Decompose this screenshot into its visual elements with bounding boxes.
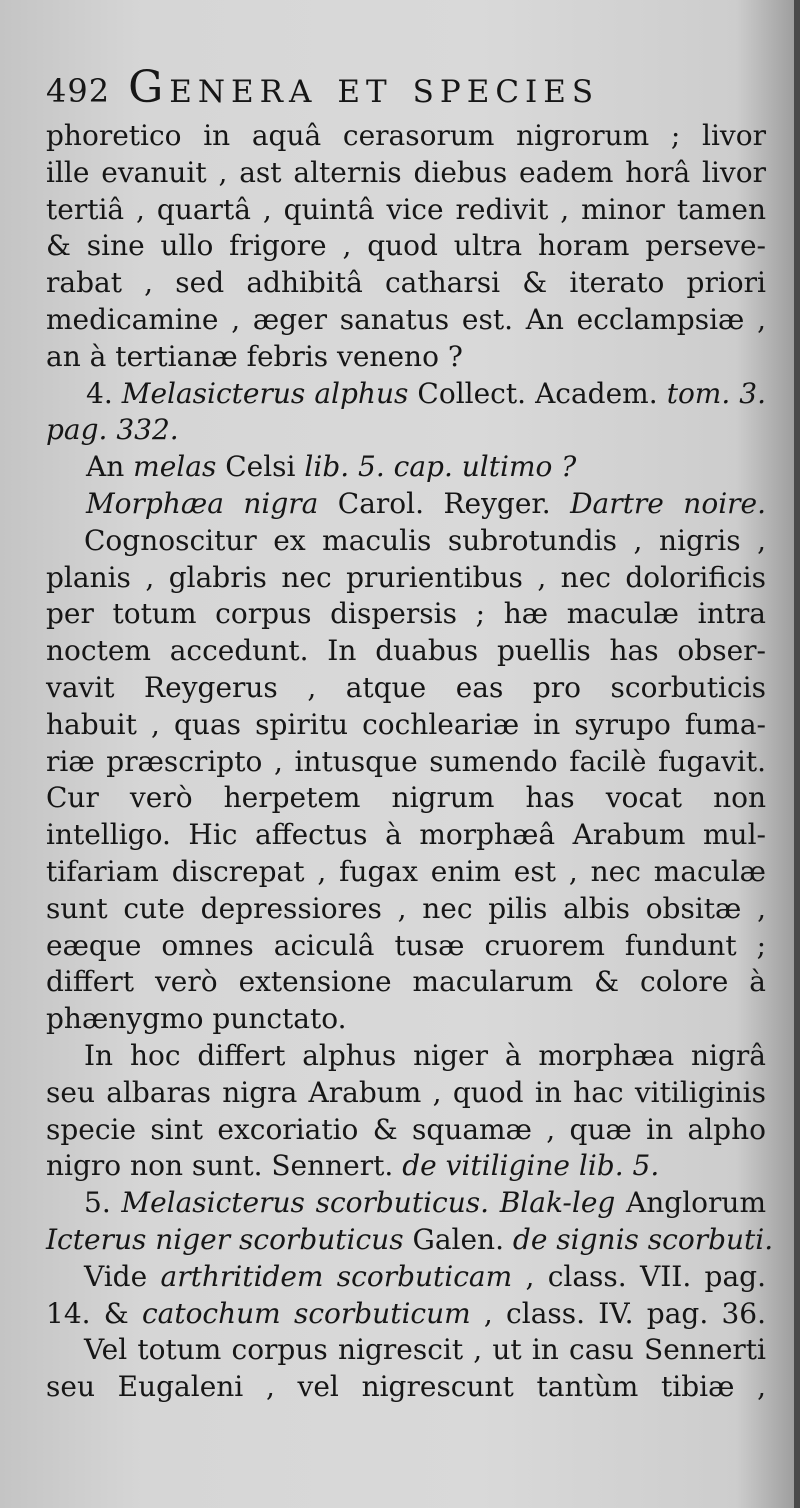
text-line: seu albaras nigra Arabum , quod in hac vitiliginis	[46, 1075, 766, 1109]
text-line: habuit , quas spiritu cochleariæ in syrupo fuma-	[46, 707, 766, 741]
text-line: differt verò extensione macularum & colore à	[46, 965, 766, 999]
page-number: 492	[46, 72, 111, 110]
page-edge	[794, 0, 800, 1508]
text-line: sunt cute depressiores , nec pilis albis obsitæ ,	[46, 891, 766, 925]
text-line: intelligo. Hic affectus à morphæâ Arabum mul-	[46, 818, 766, 852]
text-line: Icterus niger scorbuticus Galen. de signis scorbuti.	[46, 1222, 774, 1256]
text-line: seu Eugaleni , vel nigrescunt tantùm tibiæ ,	[46, 1370, 766, 1404]
page-body	[46, 118, 774, 1406]
text-line: riæ præscripto , intusque sumendo facilè fugavit.	[46, 744, 766, 778]
text-line: An melas Celsi lib. 5. cap. ultimo ?	[86, 450, 577, 484]
text-line: Vide arthritidem scorbuticam , class. VII. pag.	[84, 1259, 766, 1293]
text-line: phoretico in aquâ cerasorum nigrorum ; livor	[46, 119, 766, 152]
text-line: eæque omnes aciculâ tusæ cruorem fundunt ;	[46, 928, 766, 962]
text-line: specie sint excoriatio & squamæ , quæ in alpho	[46, 1112, 766, 1146]
text-line: phænygmo punctato.	[46, 1002, 347, 1036]
text-line: vavit Reygerus , atque eas pro scorbuticis	[46, 670, 766, 704]
running-header	[46, 60, 726, 119]
entry-5-heading: 5. Melasicterus scorbuticus. Blak-leg Anglorum	[84, 1186, 766, 1220]
entry-4-heading: 4. Melasicterus alphus Collect. Academ. tom. 3.	[86, 376, 767, 410]
text-line: rabat , sed adhibitâ catharsi & iterato priori	[46, 266, 766, 300]
text-line: noctem accedunt. In duabus puellis has obser-	[46, 634, 766, 668]
text-line: planis , glabris nec prurientibus , nec dolorificis	[46, 560, 766, 594]
text-line: tertiâ , quartâ , quintâ vice redivit , minor tamen	[46, 192, 766, 226]
text-line: In hoc differt alphus niger à morphæa nigrâ	[84, 1038, 766, 1072]
entry-name: Melasicterus alphus	[121, 376, 409, 410]
entry-name: Melasicterus scorbuticus.	[121, 1186, 490, 1220]
text-line: nigro non sunt. Sennert. de vitiligine lib. 5.	[46, 1149, 660, 1183]
text-line: 14. & catochum scorbuticum , class. IV. pag. 36.	[46, 1296, 766, 1330]
text-line: an à tertianæ febris veneno ?	[46, 339, 463, 373]
text-line: per totum corpus dispersis ; hæ maculæ intra	[46, 597, 766, 631]
text-line: & sine ullo frigore , quod ultra horam perseve-	[46, 229, 766, 263]
text-line: medicamine , æger sanatus est. An ecclampsiæ ,	[46, 302, 766, 336]
text-line: Cur verò herpetem nigrum has vocat non	[46, 781, 766, 815]
text-line: Vel totum corpus nigrescit , ut in casu Sennerti	[84, 1333, 766, 1367]
text-line: pag. 332.	[46, 413, 179, 447]
text-line: Cognoscitur ex maculis subrotundis , nigris ,	[84, 523, 766, 557]
text-line: ille evanuit , ast alternis diebus eadem horâ livor	[46, 155, 766, 189]
running-title: Genera et species	[128, 62, 600, 113]
text-line: Morphæa nigra Carol. Reyger. Dartre noire.	[86, 486, 766, 520]
text-line: tifariam discrepat , fugax enim est , nec maculæ	[46, 854, 766, 888]
